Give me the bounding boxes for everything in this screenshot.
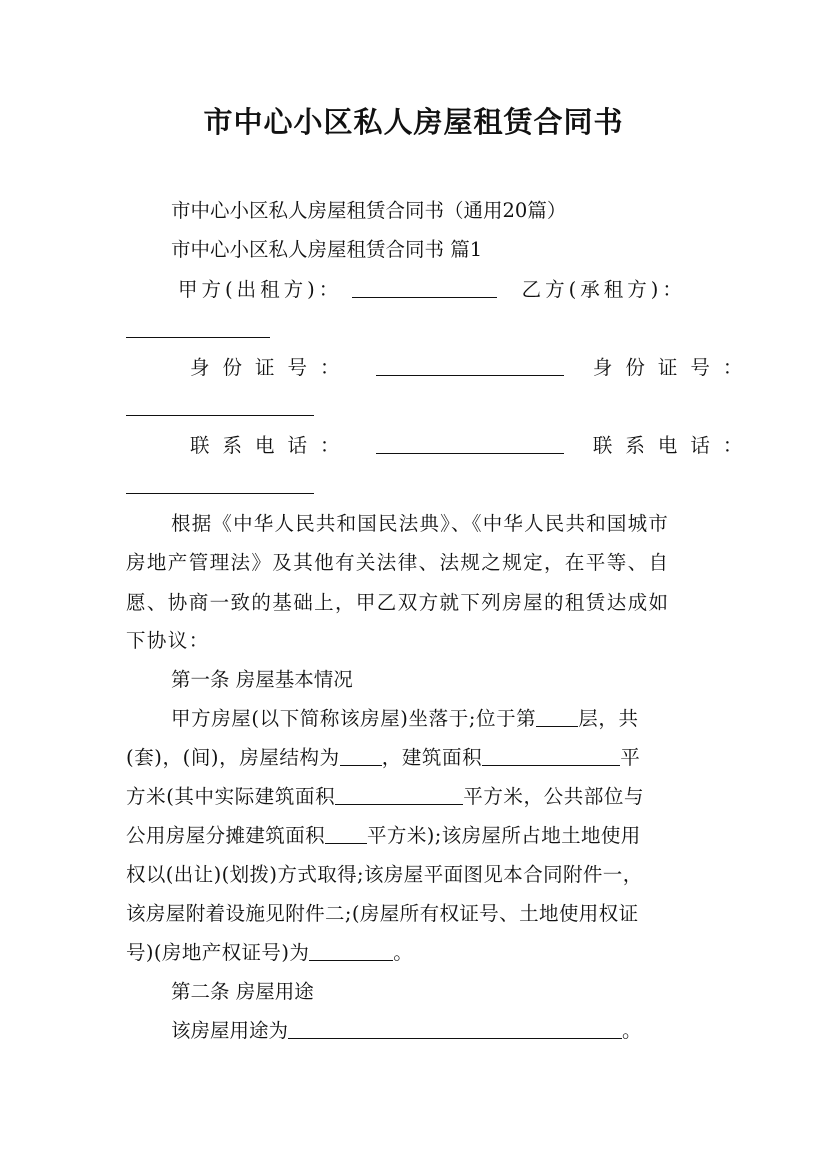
article-1-text: 平 [620, 746, 641, 769]
building-area-blank[interactable] [482, 745, 620, 766]
article-1-line-7 [126, 940, 710, 966]
party-a-blank[interactable] [352, 277, 497, 298]
article-2-line-1 [171, 1018, 716, 1044]
phone-a-blank[interactable] [376, 433, 564, 454]
article-1-line-1 [171, 706, 716, 732]
basis-line-4: 下协议： [126, 629, 210, 652]
id-a-blank[interactable] [376, 355, 564, 376]
party-a-label: 甲方(出租方)： [178, 278, 343, 301]
usage-blank[interactable] [288, 1018, 622, 1039]
id-label-b: 身份证号： [592, 356, 756, 379]
article-1-line-5: 权以(出让)(划拨)方式取得;该房屋平面图见本合同附件一， [126, 863, 643, 886]
article-2-text: 。 [622, 1019, 642, 1042]
phone-b-blank[interactable] [126, 473, 314, 494]
basis-line-1: 根据《中华人民共和国民法典》、《中华人民共和国城市 [171, 512, 670, 535]
actual-area-blank[interactable] [335, 784, 463, 805]
basis-line-3: 愿、协商一致的基础上，甲乙双方就下列房屋的租赁达成如 [126, 591, 670, 614]
article-1-line-2 [126, 745, 710, 771]
article-1-text: 。 [393, 941, 414, 964]
phone-b-blank-line [126, 473, 710, 499]
id-b-blank-line [126, 395, 710, 421]
subtitle-line: 市中心小区私人房屋租赁合同书（通用20篇） [171, 199, 567, 222]
chapter-line: 市中心小区私人房屋租赁合同书 篇1 [171, 238, 483, 261]
article-1-text: 平方米);该房屋所占地土地使用 [367, 824, 641, 847]
certificate-blank[interactable] [309, 940, 393, 961]
article-1-text: 甲方房屋(以下简称该房屋)坐落于;位于第 [171, 707, 537, 730]
basis-line-2: 房地产管理法》及其他有关法律、法规之规定，在平等、自 [126, 551, 670, 574]
article-1-text: (套)，(间)，房屋结构为 [126, 746, 340, 769]
article-2-text: 该房屋用途为 [171, 1019, 289, 1042]
article-1-line-3 [126, 784, 710, 810]
article-1-text: 层，共 [578, 707, 639, 730]
article-2-heading: 第二条 房屋用途 [171, 980, 314, 1003]
article-1-text: 号)(房地产权证号)为 [126, 941, 310, 964]
document-title: 市中心小区私人房屋租赁合同书 [203, 105, 624, 139]
id-b-blank[interactable] [126, 395, 314, 416]
article-1-text: ，建筑面积 [381, 746, 483, 769]
party-line [178, 277, 723, 303]
phone-label-b: 联系电话： [592, 434, 756, 457]
id-line [190, 355, 774, 381]
article-1-line-4 [126, 823, 710, 849]
structure-blank[interactable] [340, 745, 382, 766]
phone-label-a: 联系电话： [190, 434, 353, 457]
floor-blank[interactable] [536, 706, 578, 727]
shared-area-blank[interactable] [325, 823, 367, 844]
article-1-text: 方米(其中实际建筑面积 [126, 785, 336, 808]
article-1-text: 平方米，公共部位与 [463, 785, 645, 808]
article-1-line-6: 该房屋附着设施见附件二;(房屋所有权证号、土地使用权证 [126, 902, 639, 925]
party-b-blank[interactable] [126, 317, 270, 338]
article-1-text: 公用房屋分摊建筑面积 [126, 824, 326, 847]
phone-line [190, 433, 774, 459]
id-label-a: 身份证号： [190, 356, 353, 379]
party-b-label: 乙方(承租方)： [521, 278, 686, 301]
party-b-blank-line [126, 317, 710, 343]
article-1-heading: 第一条 房屋基本情况 [171, 668, 353, 691]
